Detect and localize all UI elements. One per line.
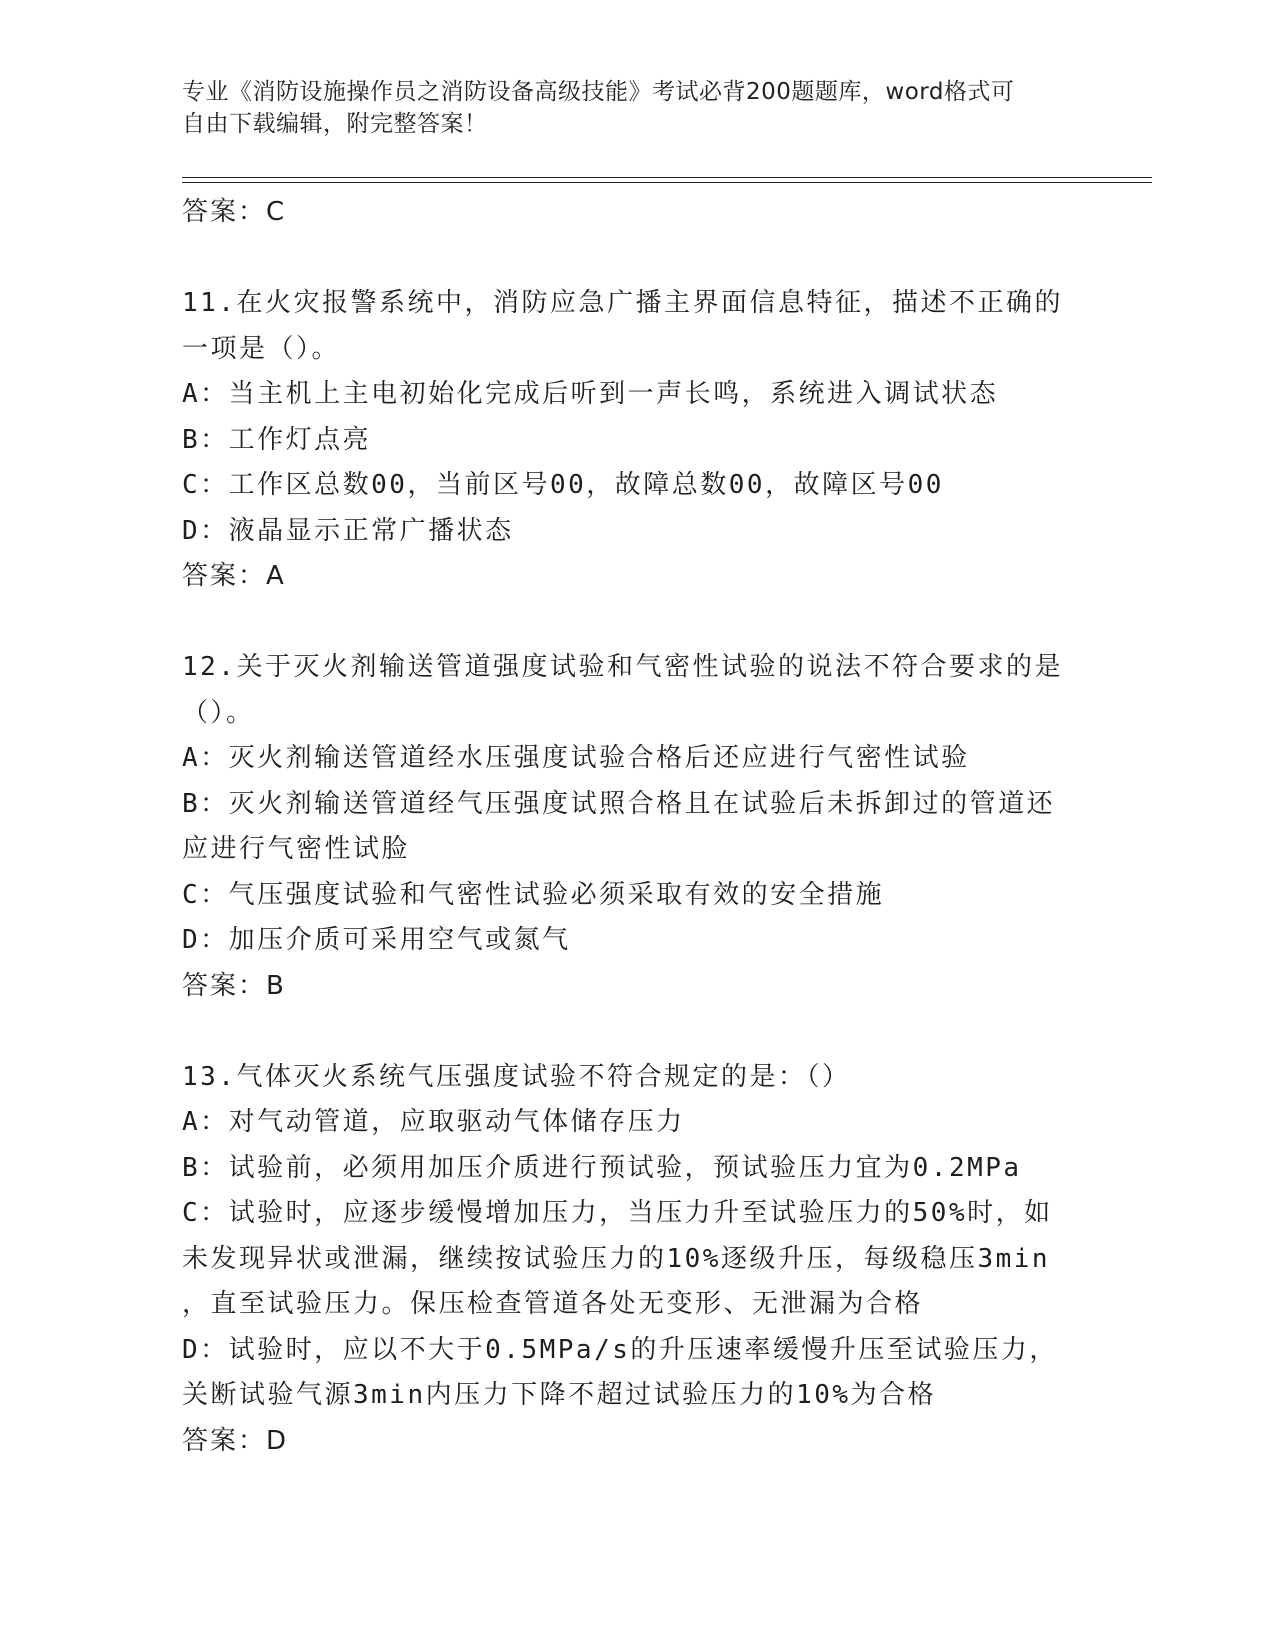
header-line-1: 专业《消防设施操作员之消防设备高级技能》考试必背200题题库，word格式可 xyxy=(182,79,1015,105)
question-stem: 13.气体灭火系统气压强度试验不符合规定的是：（） xyxy=(182,1061,851,1092)
spacer xyxy=(182,600,1082,646)
option-c: C：工作区总数00，当前区号00，故障总数00，故障区号00 xyxy=(182,470,944,500)
option-b: B：工作灯点亮 xyxy=(182,424,372,455)
option-c: C：试验时，应逐步缓慢增加压力，当压力升至试验压力的50%时，如 xyxy=(182,1198,1053,1228)
question-11 xyxy=(182,281,1082,600)
question-stem: 12.关于灭火剂输送管道强度试验和气密性试验的说法不符合要求的是 xyxy=(182,652,1063,682)
header-divider-top xyxy=(182,177,1152,178)
option-c: C：气压强度试验和气密性试验必须采取有效的安全措施 xyxy=(182,879,885,910)
option-c: 未发现异状或泄漏，继续按试验压力的10%逐级升压，每级稳压3min xyxy=(182,1243,1051,1274)
question-content xyxy=(182,190,1082,1464)
option-a: A：对气动管道，应取驱动气体储存压力 xyxy=(182,1107,685,1137)
question-stem: 11.在火灾报警系统中，消防应急广播主界面信息特征，描述不正确的 xyxy=(182,288,1063,318)
option-a: A：灭火剂输送管道经水压强度试验合格后还应进行气密性试验 xyxy=(182,743,970,773)
spacer xyxy=(182,236,1082,282)
option-b: 应进行气密性试脸 xyxy=(182,834,411,864)
spacer xyxy=(182,1009,1082,1055)
answer-line: 答案：A xyxy=(182,561,286,591)
option-b: B：试验前，必须用加压介质进行预试验，预试验压力宜为0.2MPa xyxy=(182,1152,1022,1183)
document-header xyxy=(182,76,1062,140)
previous-answer: 答案：C xyxy=(182,197,287,227)
answer-line: 答案：B xyxy=(182,970,286,1001)
option-c: ，直至试验压力。保压检查管道各处无变形、无泄漏为合格 xyxy=(182,1289,924,1319)
option-b: B：灭火剂输送管道经气压强度试照合格且在试验后未拆卸过的管道还 xyxy=(182,788,1056,819)
option-d: D：试验时，应以不大于0.5MPa/s的升压速率缓慢升压至试验压力， xyxy=(182,1334,1058,1365)
option-d: D：液晶显示正常广播状态 xyxy=(182,515,514,546)
answer-line: 答案：D xyxy=(182,1425,289,1456)
option-a: A：当主机上主电初始化完成后听到一声长鸣，系统进入调试状态 xyxy=(182,379,999,409)
question-stem: 一项是（）。 xyxy=(182,333,341,364)
header-line-2: 自由下载编辑，附完整答案！ xyxy=(182,111,488,137)
question-12 xyxy=(182,645,1082,1009)
option-d: D：加压介质可采用空气或氮气 xyxy=(182,925,571,955)
header-divider-bottom xyxy=(182,182,1152,183)
question-stem: （）。 xyxy=(182,697,255,728)
question-13 xyxy=(182,1055,1082,1465)
option-d: 关断试验气源3min内压力下降不超过试验压力的10%为合格 xyxy=(182,1380,937,1410)
